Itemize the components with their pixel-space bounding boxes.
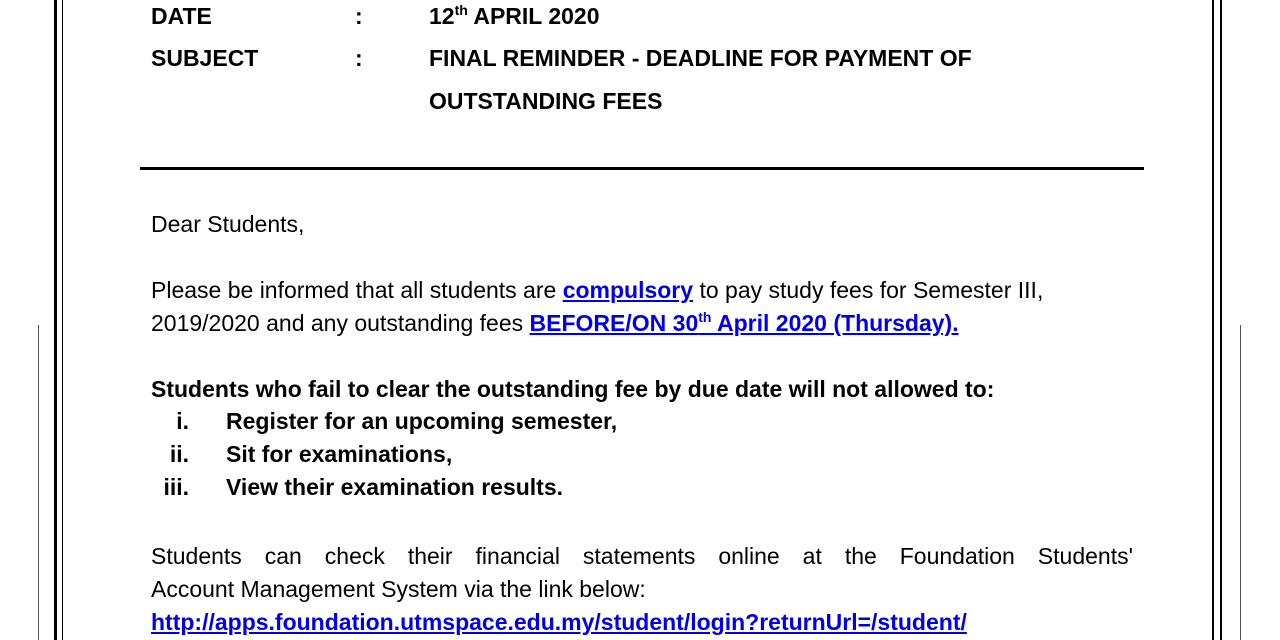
page-border-right-outer [1220,0,1222,640]
page-border-left [54,0,57,640]
page-border-left-inner [62,0,63,640]
subject-line-2: OUTSTANDING FEES [429,88,663,114]
scan-edge-left [38,325,39,640]
paragraph-1-line-2: 2019/2020 and any outstanding fees BEFORE/ON 30th April 2020 (Thursday). [151,309,959,336]
page-border-right [1212,0,1214,640]
scan-edge-right [1240,325,1241,640]
list-item: View their examination results. [226,474,564,500]
date-value: 12th APRIL 2020 [429,2,600,29]
deadline-link[interactable]: BEFORE/ON 30th April 2020 (Thursday). [529,309,959,336]
list-item: Register for an upcoming semester, [226,408,618,434]
paragraph-3-line-1: Students can check their financial statements online at the Foundation Students' [151,543,1133,569]
date-label: DATE [151,3,212,29]
list-item-number: i. [176,408,189,434]
list-item-number: ii. [169,441,189,467]
greeting: Dear Students, [151,211,305,237]
header-divider [140,167,1144,170]
paragraph-3-line-2: Account Management System via the link below: [151,576,646,602]
paragraph-3-line-3 [151,606,967,639]
subject-separator: : [355,45,363,71]
student-portal-link[interactable]: http://apps.foundation.utmspace.edu.my/student/login?returnUrl=/student/ [151,609,967,635]
paragraph-1-line-1: Please be informed that all students are compulsory to pay study fees for Semester III, [151,277,1044,303]
date-separator: : [355,3,363,29]
subject-line-1: FINAL REMINDER - DEADLINE FOR PAYMENT OF [429,45,972,71]
compulsory-link[interactable]: compulsory [562,277,694,303]
subject-label: SUBJECT [151,45,259,71]
list-item-number: iii. [163,474,189,500]
list-item: Sit for examinations, [226,441,453,467]
warning-text: Students who fail to clear the outstanding fee by due date will not allowed to: [151,376,995,402]
